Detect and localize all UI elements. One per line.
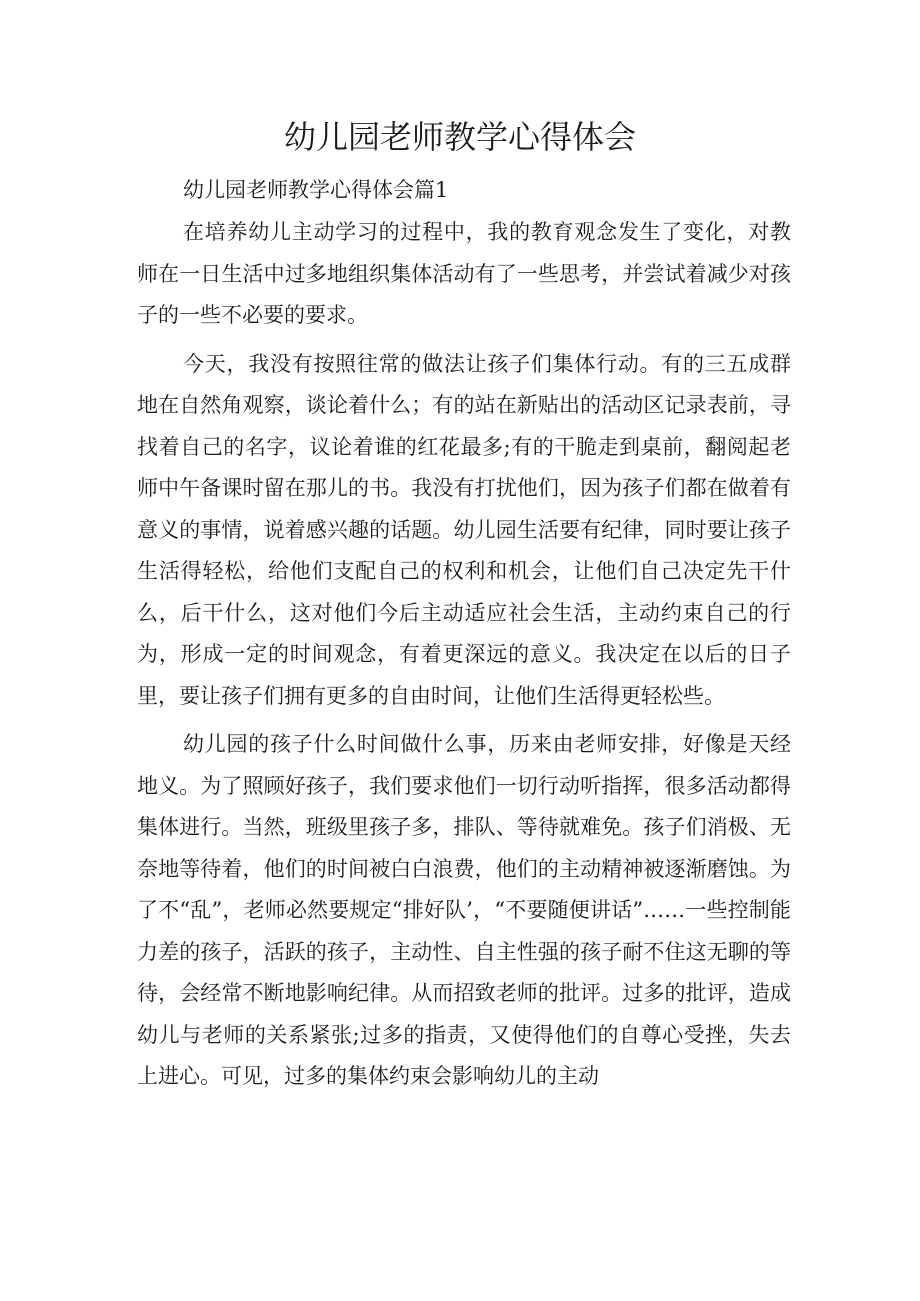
document-body: [137, 170, 791, 1105]
paragraph-1: 在培养幼儿主动学习的过程中，我的教育观念发生了变化，对教师在一日生活中过多地组织集体活动有了一些思考，并尝试着减少对孩子的一些不必要的要求。: [137, 220, 791, 327]
paragraph-3: 幼儿园的孩子什么时间做什么事，历来由老师安排，好像是天经地义。为了照顾好孩子，我们要求他们一切行动听指挥，很多活动都得集体进行。当然，班级里孩子多，排队、等待就难免。孩子们消极、无奈地等待着，他们的时间被白白浪费，他们的主动精神被逐渐磨蚀。为了不“乱”，老师必然要规定“排好队’，“不要随便讲话”……一些控制能力差的孩子，活跃的孩子，主动性、自主性强的孩子耐不住这无聊的等待，会经常不断地影响纪律。从而招致老师的批评。过多的批评，造成幼儿与老师的关系紧张;过多的指责，又使得他们的自尊心受挫，失去上进心。可见，过多的集体约束会影响幼儿的主动: [137, 732, 791, 1088]
paragraph-2: 今天，我没有按照往常的做法让孩子们集体行动。有的三五成群地在自然角观察，谈论着什么；有的站在新贴出的活动区记录表前，寻找着自己的名字，议论着谁的红花最多;有的干脆走到桌前，翻阅起老师中午备课时留在那儿的书。我没有打扰他们，因为孩子们都在做着有意义的事情，说着感兴趣的话题。幼儿园生活要有纪律，同时要让孩子生活得轻松，给他们支配自己的权利和机会，让他们自己决定先干什么，后干什么，这对他们今后主动适应社会生活，主动约束自己的行为，形成一定的时间观念，有着更深远的意义。我决定在以后的日子里，要让孩子们拥有更多的自由时间，让他们生活得更轻松些。: [137, 351, 791, 708]
section-heading: 幼儿园老师教学心得体会篇1: [183, 178, 449, 202]
document-title: 幼儿园老师教学心得体会: [283, 118, 636, 156]
